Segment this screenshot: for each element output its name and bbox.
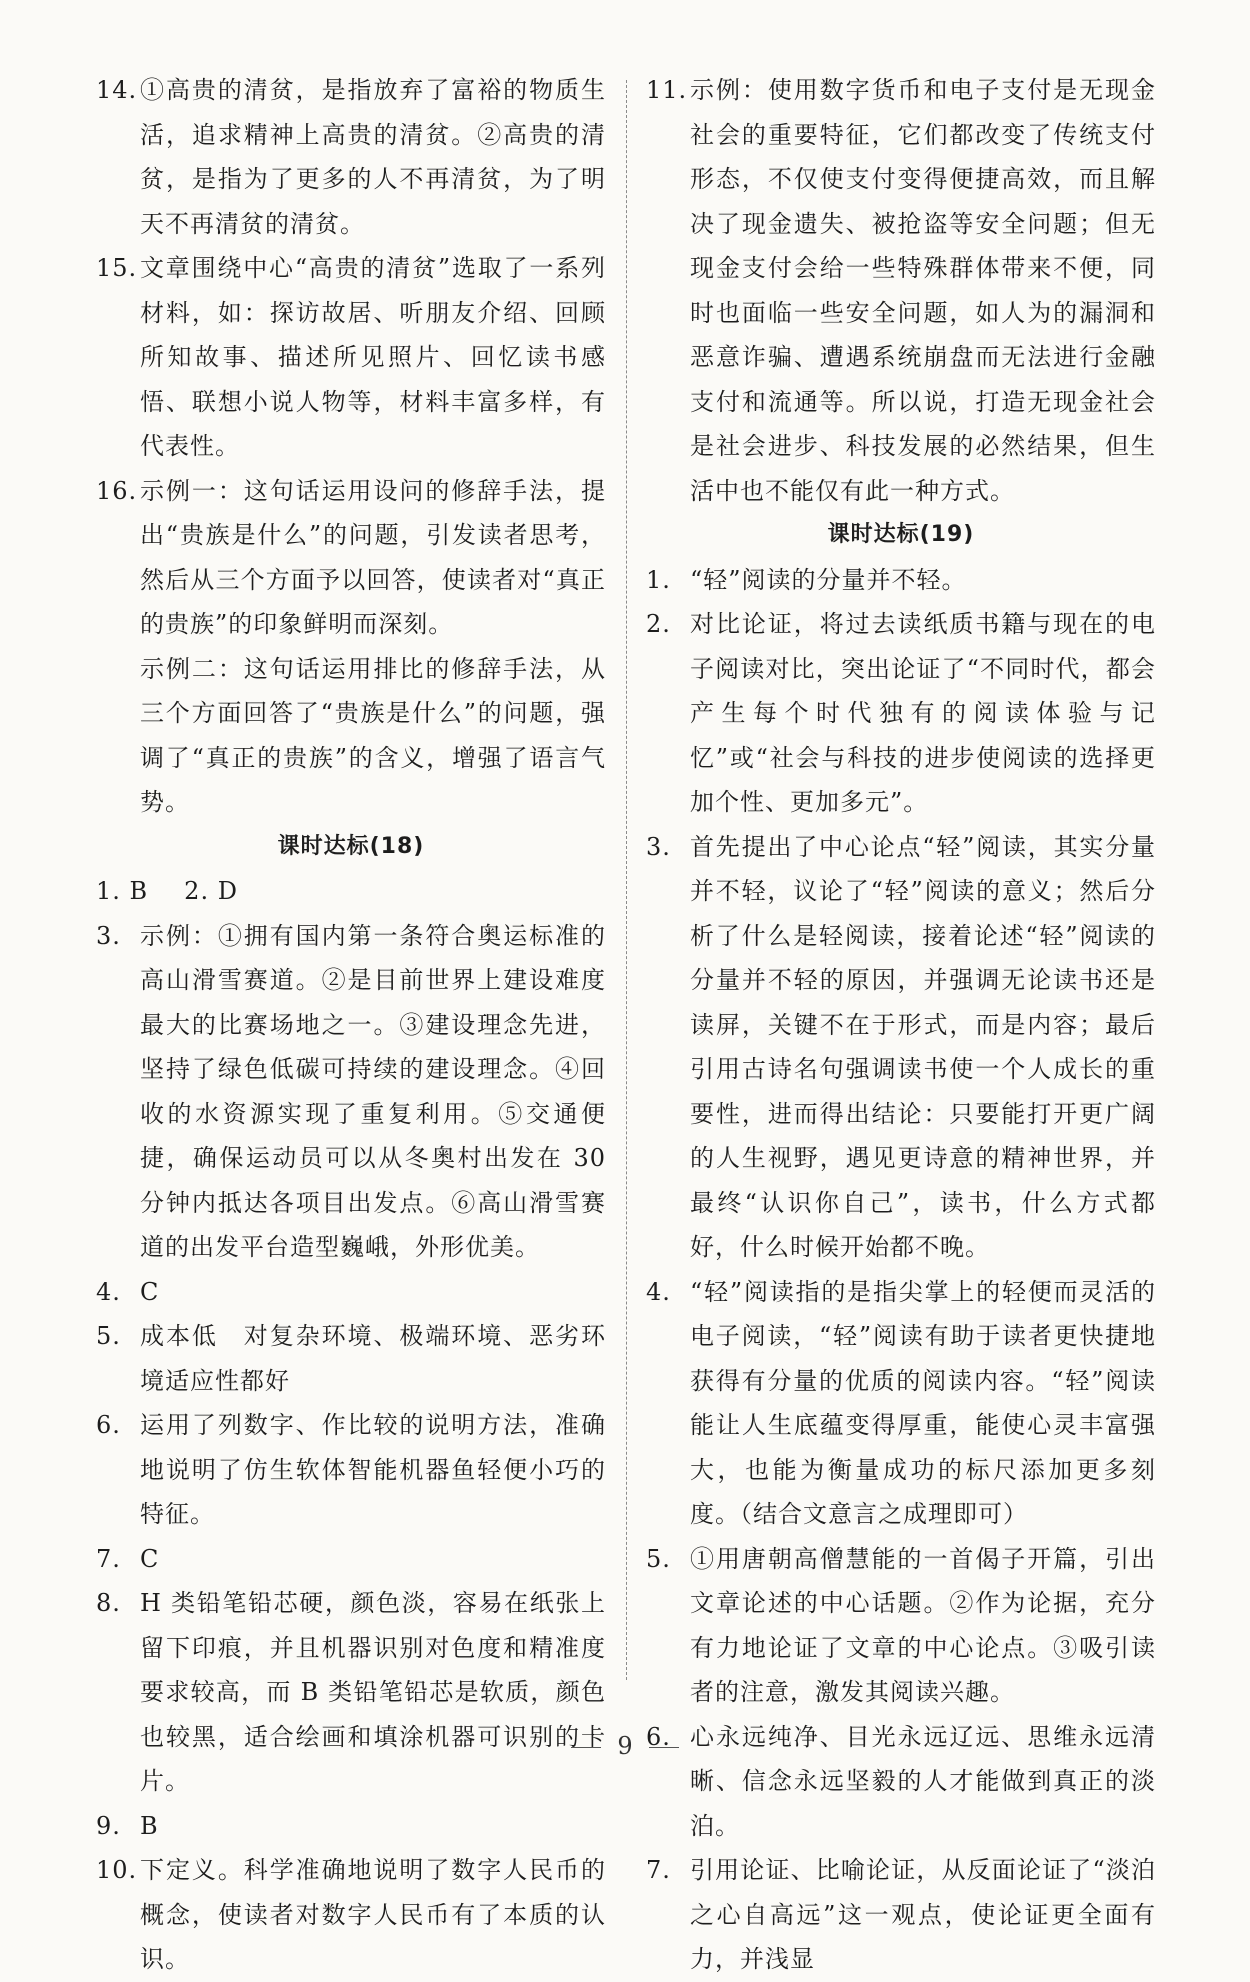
answer-2 (646, 602, 1156, 825)
answer-number: 3. (646, 832, 671, 861)
column-divider (626, 80, 627, 1680)
answer-5 (646, 1537, 1156, 1715)
answer-text: 运用了列数字、作比较的说明方法，准确地说明了仿生软体智能机器鱼轻便小巧的特征。 (140, 1411, 606, 1528)
answer-number: 7. (96, 1544, 121, 1573)
answer-text: C (140, 1544, 160, 1573)
answer-text: B (140, 1811, 159, 1840)
answer-10 (96, 1848, 606, 1982)
answer-3 (96, 914, 606, 1270)
answer-text: 心永远纯净、目光永远辽远、思维永远清晰、信念永远坚毅的人才能做到真正的淡泊。 (690, 1722, 1156, 1840)
answer-5 (96, 1314, 606, 1403)
answer-14 (96, 68, 606, 246)
section-heading-18: 课时达标(18) (277, 833, 425, 859)
answer-number: 11. (646, 76, 688, 104)
answer-text: “轻”阅读的分量并不轻。 (690, 565, 967, 594)
answer-text: 示例：使用数字货币和电子支付是无现金社会的重要特征，它们都改变了传统支付形态，不仅使支付变得便捷高效，而且解决了现金遗失、被抢盗等安全问题；但无现金支付会给一些特殊群体带来不便，同时也面临一些安全问题，如人为的漏洞和恶意诈骗、遭遇系统崩盘而无法进行金融支付和流通等。所以说，打造无现金社会是社会进步、科技发展的必然结果，但生活中也不能仅有此一种方式。 (690, 76, 1156, 505)
answers-1-2 (96, 869, 606, 914)
answer-number: 7. (646, 1856, 671, 1884)
page-number-dash-right (649, 1747, 679, 1748)
answer-6 (96, 1403, 606, 1537)
page-number-dash-left (571, 1747, 601, 1748)
answer-number: 6. (96, 1411, 121, 1439)
answer-number: 3. (96, 921, 121, 950)
answer-text: 首先提出了中心论点“轻”阅读，其实分量并不轻，议论了“轻”阅读的意义；然后分析了什么是轻阅读，接着论述“轻”阅读的分量并不轻的原因，并强调无论读书还是读屏，关键不在于形式，而是内容；最后引用古诗名句强调读书使一个人成长的重要性，进而得出结论：只要能打开更广阔的人生视野，遇见更诗意的精神世界，并最终“认识你自己”，读书，什么方式都好，什么时候开始都不晚。 (690, 832, 1156, 1261)
answer-text: 下定义。科学准确地说明了数字人民币的概念，使读者对数字人民币有了本质的认识。 (140, 1856, 606, 1973)
answer-text: 成本低 对复杂环境、极端环境、恶劣环境适应性都好 (140, 1322, 606, 1395)
answer-16-example-2: 示例二：这句话运用排比的修辞手法，从三个方面回答了“贵族是什么”的问题，强调了“真正的贵族”的含义，增强了语言气势。 (140, 654, 606, 816)
answer-9 (96, 1804, 606, 1849)
answer-16 (96, 469, 606, 647)
answer-text: ①用唐朝高僧慧能的一首偈子开篇，引出文章论述的中心话题。②作为论据，充分有力地论证了文章的中心论点。③吸引读者的注意，激发其阅读兴趣。 (690, 1544, 1156, 1706)
answer-number: 1. (646, 565, 671, 594)
page-number (0, 1732, 1250, 1760)
answer-8 (96, 1581, 606, 1804)
section-heading-19: 课时达标(19) (827, 522, 975, 547)
answer-text: 引用论证、比喻论证，从反面论证了“淡泊之心自高远”这一观点，使论证更全面有力，并浅显 (690, 1856, 1156, 1973)
answer-11 (646, 68, 1156, 513)
answer-number: 8. (96, 1589, 121, 1617)
answer-number: 5. (646, 1544, 671, 1573)
answer-number: 4. (96, 1277, 121, 1306)
answer-text: 对比论证，将过去读纸质书籍与现在的电子阅读对比，突出论证了“不同时代，都会产生每个时代独有的阅读体验与记忆”或“社会与科技的进步使阅读的选择更加个性、更加多元”。 (690, 610, 1156, 816)
answer-1 (646, 558, 1156, 603)
answer-number: 2. (646, 610, 671, 638)
page-number-text: 9 (617, 1732, 633, 1760)
answer-7 (96, 1537, 606, 1582)
answer-text: H 类铅笔铅芯硬，颜色淡，容易在纸张上留下印痕，并且机器识别对色度和精准度要求较高，而 B 类铅笔铅芯是软质，颜色也较黑，适合绘画和填涂机器可识别的卡片。 (140, 1589, 606, 1795)
answer-number: 6. (646, 1722, 671, 1751)
answer-text: ①高贵的清贫，是指放弃了富裕的物质生活，追求精神上高贵的清贫。②高贵的清贫，是指为了更多的人不再清贫，为了明天不再清贫的清贫。 (140, 76, 606, 238)
answer-number: 14. (96, 76, 138, 104)
answer-number: 16. (96, 476, 138, 505)
answer-2: 2. D (184, 877, 238, 905)
answer-3 (646, 825, 1156, 1270)
answer-number: 9. (96, 1811, 121, 1840)
answer-1: 1. B (96, 877, 149, 905)
answer-text: 示例：①拥有国内第一条符合奥运标准的高山滑雪赛道。②是目前世界上建设难度最大的比赛场地之一。③建设理念先进，坚持了绿色低碳可持续的建设理念。④回收的水资源实现了重复利用。⑤交通便捷，确保运动员可以从冬奥村出发在 30 分钟内抵达各项目出发点。⑥高山滑雪赛道的出发平台造型巍峨，外形优美。 (140, 921, 606, 1261)
answer-4 (646, 1270, 1156, 1537)
answer-text: 文章围绕中心“高贵的清贫”选取了一系列材料，如：探访故居、听朋友介绍、回顾所知故事、描述所见照片、回忆读书感悟、联想小说人物等，材料丰富多样，有代表性。 (140, 254, 606, 460)
answer-7 (646, 1848, 1156, 1982)
answer-text: C (140, 1277, 160, 1306)
answer-4 (96, 1270, 606, 1315)
answer-number: 5. (96, 1322, 121, 1350)
answer-15 (96, 246, 606, 469)
answer-number: 4. (646, 1277, 671, 1306)
answer-number: 15. (96, 254, 138, 282)
answer-text: 示例一：这句话运用设问的修辞手法，提出“贵族是什么”的问题，引发读者思考，然后从三个方面予以回答，使读者对“真正的贵族”的印象鲜明而深刻。 (140, 476, 606, 638)
right-column (646, 68, 1156, 1982)
left-column (96, 68, 606, 1982)
answer-number: 10. (96, 1856, 138, 1884)
answer-text: “轻”阅读指的是指尖掌上的轻便而灵活的电子阅读，“轻”阅读有助于读者更快捷地获得有分量的优质的阅读内容。“轻”阅读能让人生底蕴变得厚重，能使心灵丰富强大，也能为衡量成功的标尺添加更多刻度。（结合文意言之成理即可） (690, 1277, 1156, 1528)
